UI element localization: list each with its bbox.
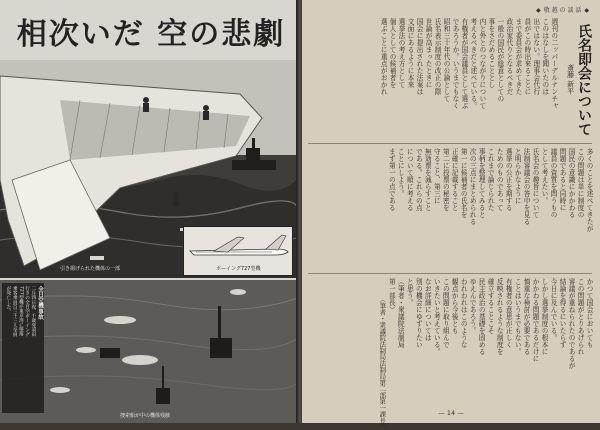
article-text-column: 守ること、第三に	[432, 148, 441, 204]
article-text-column: 議員の資質を問うもの	[549, 148, 558, 218]
tier-divider	[308, 273, 592, 274]
sea-illustration	[0, 280, 298, 423]
article-text-column: 出ではない。理事会代行	[531, 18, 540, 95]
article-text-column: この問題は単に制度の	[576, 148, 585, 218]
article-text-column: と明らかなように	[513, 148, 522, 204]
article-text-column: 有権者の意思が正しく	[504, 278, 513, 348]
running-head-text: 敬 越 の 談 話	[543, 7, 582, 14]
article-text-column: 一般の国民が総意としての	[495, 18, 504, 102]
article-text-column: 第一に候補者の氏名を	[459, 148, 468, 218]
article-text-column: 文面にあるように本来	[406, 18, 415, 88]
article-text-column: 事をさだめることとし	[486, 18, 495, 88]
article-text-column: 個人としての候補者を	[388, 18, 397, 88]
article-text-column: 第一部長）	[387, 278, 396, 313]
article-text-column: 審議が重ねられたのであるが	[567, 278, 576, 369]
photo-page	[0, 0, 300, 423]
article-text-column: 確立することこそ	[486, 278, 495, 334]
photo-caption-wreck: 引き揚げられた機体の一部	[60, 266, 121, 272]
article-text-column: 慎重な検討が必要である	[522, 278, 531, 355]
article-text-column: 民主政治の基礎を固める	[477, 278, 486, 355]
article-text-column: 反映されるような制度を	[495, 278, 504, 355]
tier-divider	[308, 143, 592, 144]
article-text-column: 選挙の公正を期する	[504, 148, 513, 211]
article-text-column: この問題に取り組んで	[441, 278, 450, 348]
article-text-column: ことはいうまでもない。	[513, 278, 522, 355]
photo-caption-block	[2, 283, 44, 413]
article-text-column: 無効票を減らすこと	[423, 148, 432, 211]
article-text-column: かつて国会においても	[585, 278, 593, 348]
article-text-column: 氏名表示制度の改正の際	[433, 18, 442, 95]
photo-caption-sea: 捜索船が中の機体残骸	[120, 413, 171, 419]
article-tier-2	[308, 148, 592, 268]
signature-line: （筆者・衆議院法制局	[378, 296, 387, 360]
article-title: 氏名即会について	[576, 24, 592, 136]
article-text-column: 国会に提出された法案は	[415, 18, 424, 95]
article-text-column: ゆえんであろう。	[468, 278, 477, 334]
page-headline: 相次いだ 空の悲劇	[16, 17, 286, 52]
article-text-column: 昭和三十年代の公論として	[442, 18, 451, 102]
running-head	[533, 5, 592, 14]
caption-line: が死亡した。	[5, 286, 11, 314]
article-text-column: 第二に投票の秘密を	[441, 148, 450, 211]
article-text-column: かかわる問題であるだけに	[531, 278, 540, 362]
author-signature	[378, 278, 387, 430]
article-text-column: ことにしよう。	[396, 148, 405, 197]
article-text-column: 問題であると同時に	[558, 148, 567, 211]
article-text-column: このはなしを聞いたのは	[540, 18, 549, 95]
article-text-column: 今日に及んでいる。	[549, 278, 558, 341]
article-text-column: われわれはこのような	[459, 278, 468, 348]
article-text-column: 有権者が国会議員として選ぶ	[459, 18, 468, 109]
article-text-column: ためのものであって	[495, 148, 504, 211]
article-text-column: 考えるべきだと述べている。	[468, 18, 477, 109]
article-text-column: 多くのことを述べてきたが	[585, 148, 593, 232]
article-text-column: 法制審議会の答申を見る	[522, 148, 531, 225]
inset-photo-plane	[183, 226, 293, 276]
article-text-column: として考えたい。	[540, 148, 549, 204]
article-text-column: について順に考える	[405, 148, 414, 211]
article-text-column: 週刊の二ッパーデルナンチャ	[549, 18, 558, 109]
article-text-column: この問題がとりあげられ	[576, 278, 585, 355]
article-text-column: と思う。	[405, 278, 414, 306]
caption-line: 乗客乗員百三十三人全員	[12, 286, 18, 337]
article-text-column: いきたいと考えている。	[432, 278, 441, 355]
article-text-column: 別の機会にゆずりたい	[414, 278, 423, 348]
article-text-column: 員がこの時出来ることに	[522, 18, 531, 95]
article-text-column: 選ぶことに重点がおかれ	[379, 18, 388, 95]
signature-line: 第一課長）	[378, 398, 387, 430]
article-text-column: まで委員会が求めてきた	[513, 18, 522, 95]
article-text-column: 政治家代りとなるべきだ	[504, 18, 513, 95]
article-text-column: 事柄を整理してみると	[477, 148, 486, 218]
search-area-photo	[0, 280, 298, 423]
article-text-column: 正確に記載すること	[450, 148, 459, 211]
article-text-column: 選挙法の考え方として	[397, 18, 406, 88]
article-text-column: 内と外とのつながりについて	[477, 18, 486, 109]
article-tier-1	[308, 18, 592, 138]
caption-line: 行きの全日空ボーイング	[24, 286, 30, 337]
article-text-column: これまで論じられた	[486, 148, 495, 211]
caption-block-title: 全日空機事故	[37, 286, 43, 320]
ornament-icon: ◆	[536, 7, 541, 14]
caption-line: 二月四日夜、千歳発羽田	[30, 286, 36, 337]
page-number: — 14 —	[438, 409, 464, 417]
article-text-column: なお詳細については	[423, 278, 432, 341]
article-text-column: 氏名会の趣旨について	[531, 148, 540, 218]
article-author: 斎藤 新平	[566, 64, 575, 95]
article-text-column: 結論を得るにいたらず	[558, 278, 567, 348]
caption-line: 727型機が東京湾に墜落	[18, 286, 24, 337]
article-text-column: 次の三点にまとめられる	[468, 148, 477, 225]
article-text-column: 国民の意識にかかわる	[567, 148, 576, 218]
article-text-column: 観点から今後とも	[450, 278, 459, 334]
article-text-column: である。これらの点	[414, 148, 423, 211]
article-text-column: （筆者・衆議院法制局	[396, 278, 405, 348]
article-page	[302, 0, 600, 430]
article-text-column: しかし選挙制度の根本に	[540, 278, 549, 355]
signature-line: 法制局第二部	[378, 360, 387, 399]
article-text-column: 世論が高まったときに	[424, 18, 433, 88]
article-text-column: まず第一の点である	[387, 148, 396, 211]
photo-caption-plane: ボーイング727型機	[216, 266, 261, 272]
ornament-icon: ◆	[584, 7, 589, 14]
article-text-column: であろうか。いうまでもなく	[451, 18, 459, 109]
